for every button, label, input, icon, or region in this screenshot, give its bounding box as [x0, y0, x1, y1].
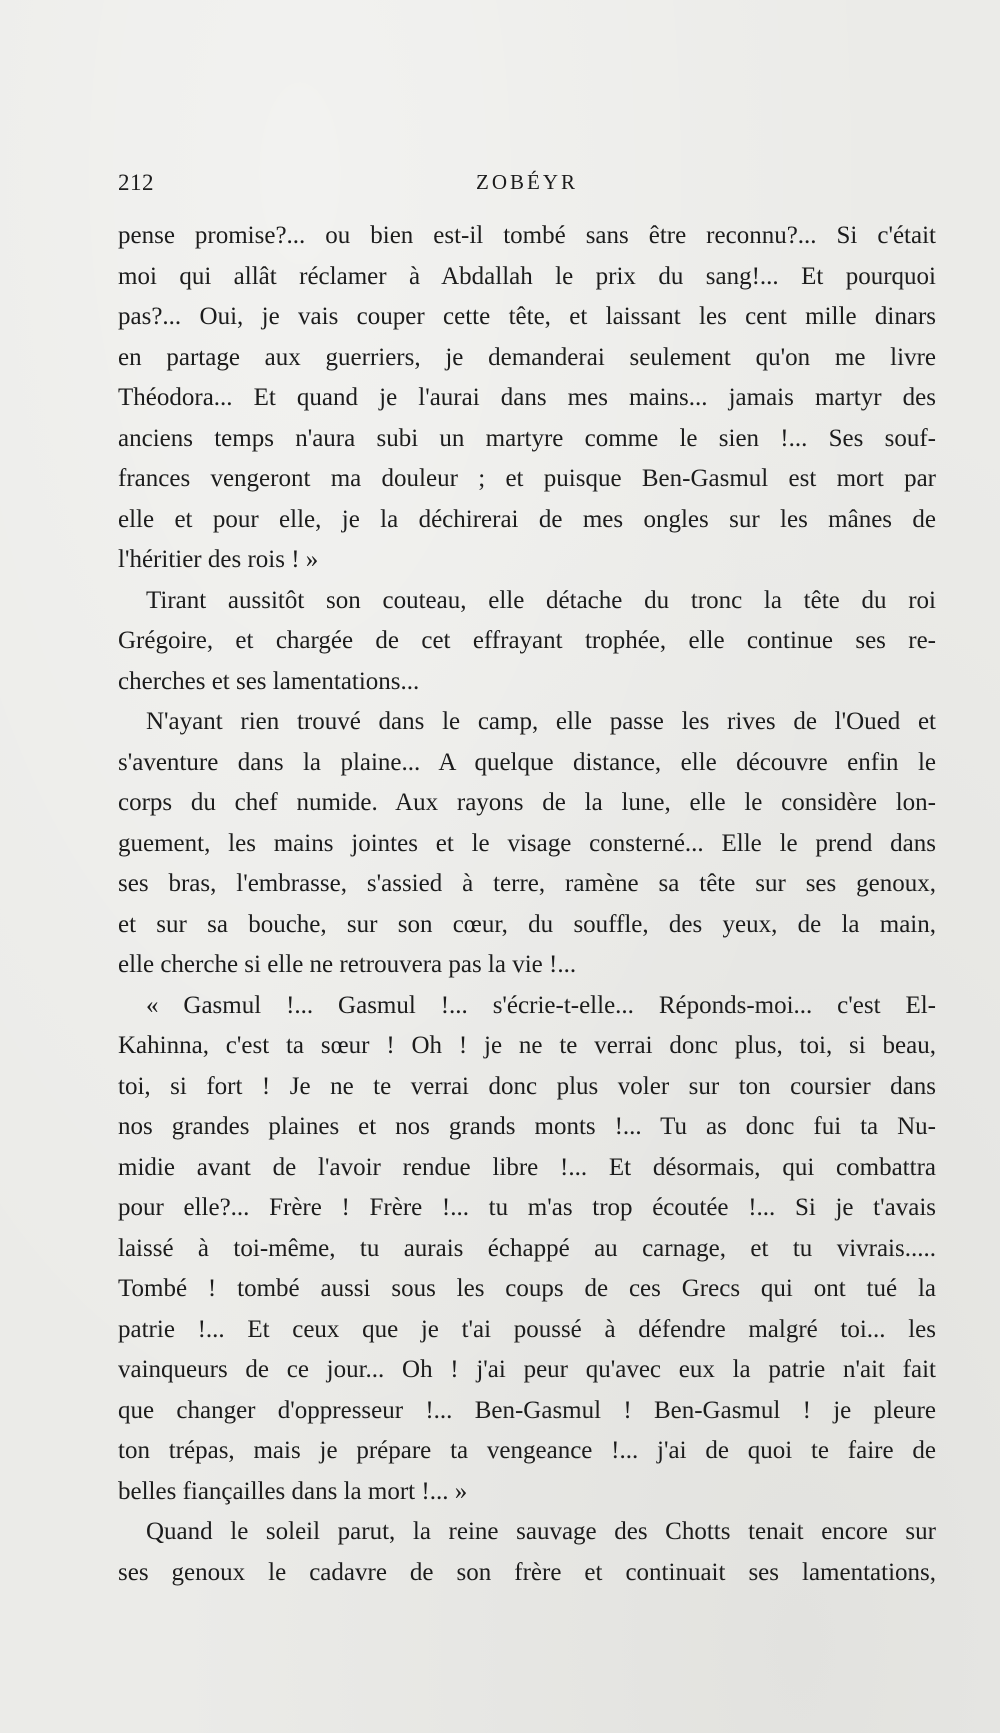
- text-line: Tombé ! tombé aussi sous les coups de ces Grecs qui ont tué la: [118, 1275, 936, 1302]
- running-title: ZOBÉYR: [476, 170, 578, 194]
- text-line: Grégoire, et chargée de cet effrayant trophée, elle continue ses re-: [118, 627, 936, 654]
- text-line: Tirant aussitôt son couteau, elle détache du tronc la tête du roi: [146, 586, 936, 614]
- page-header: [118, 170, 936, 204]
- text-line: l'héritier des rois ! »: [118, 546, 319, 573]
- text-line: ses bras, l'embrasse, s'assied à terre, ramène sa tête sur ses genoux,: [118, 870, 936, 897]
- text-line: corps du chef numide. Aux rayons de la lune, elle le considère lon-: [118, 789, 936, 816]
- text-line: ses genoux le cadavre de son frère et continuait ses lamentations,: [118, 1558, 936, 1586]
- text-line: midie avant de l'avoir rendue libre !... Et désormais, qui combattra: [118, 1153, 936, 1181]
- text-line: anciens temps n'aura subi un martyre comme le sien !... Ses souf-: [118, 424, 936, 452]
- text-line: vainqueurs de ce jour... Oh ! j'ai peur qu'avec eux la patrie n'ait fait: [118, 1356, 936, 1383]
- text-line: toi, si fort ! Je ne te verrai donc plus voler sur ton coursier dans: [118, 1072, 936, 1100]
- text-line: Quand le soleil parut, la reine sauvage des Chotts tenait encore sur: [146, 1518, 936, 1545]
- body-text: [118, 216, 936, 1593]
- text-line: que changer d'oppresseur !... Ben-Gasmul ! Ben-Gasmul ! je pleure: [118, 1396, 936, 1424]
- text-line: « Gasmul !... Gasmul !... s'écrie-t-elle... Réponds-moi... c'est El-: [146, 991, 936, 1019]
- text-line: Théodora... Et quand je l'aurai dans mes mains... jamais martyr des: [118, 384, 936, 411]
- text-line: pas?... Oui, je vais couper cette tête, et laissant les cent mille dinars: [118, 303, 936, 330]
- text-line: cherches et ses lamentations...: [118, 667, 420, 695]
- page-number: 212: [118, 170, 154, 195]
- text-line: s'aventure dans la plaine... A quelque distance, elle découvre enfin le: [118, 748, 936, 776]
- text-line: patrie !... Et ceux que je t'ai poussé à défendre malgré toi... les: [118, 1315, 936, 1343]
- text-line: guement, les mains jointes et le visage consterné... Elle le prend dans: [118, 829, 936, 857]
- text-line: et sur sa bouche, sur son cœur, du souffle, des yeux, de la main,: [118, 910, 936, 938]
- text-line: Kahinna, c'est ta sœur ! Oh ! je ne te verrai donc plus, toi, si beau,: [118, 1032, 936, 1059]
- text-line: belles fiançailles dans la mort !... »: [118, 1477, 468, 1505]
- text-line: laissé à toi-même, tu aurais échappé au carnage, et tu vivrais.....: [118, 1234, 936, 1262]
- text-line: nos grandes plaines et nos grands monts !... Tu as donc fui ta Nu-: [118, 1113, 936, 1140]
- text-line: pour elle?... Frère ! Frère !... tu m'as trop écoutée !... Si je t'avais: [118, 1194, 936, 1221]
- text-line: elle cherche si elle ne retrouvera pas la vie !...: [118, 951, 577, 978]
- text-line: frances vengeront ma douleur ; et puisque Ben-Gasmul est mort par: [118, 465, 936, 492]
- text-line: N'ayant rien trouvé dans le camp, elle passe les rives de l'Oued et: [146, 708, 936, 735]
- text-line: ton trépas, mais je prépare ta vengeance !... j'ai de quoi te faire de: [118, 1437, 936, 1464]
- text-line: elle et pour elle, je la déchirerai de mes ongles sur les mânes de: [118, 505, 936, 533]
- text-line: pense promise?... ou bien est-il tombé sans être reconnu?... Si c'était: [118, 222, 936, 249]
- text-line: en partage aux guerriers, je demanderai seulement qu'on me livre: [118, 343, 936, 371]
- text-line: moi qui allât réclamer à Abdallah le prix du sang!... Et pourquoi: [118, 262, 936, 290]
